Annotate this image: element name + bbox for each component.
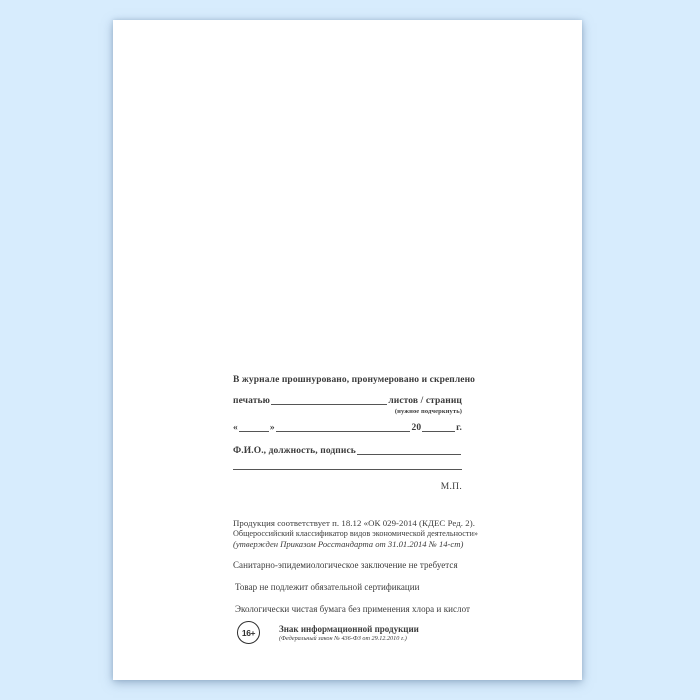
day-blank-line: [239, 431, 269, 432]
underline-note: (нужное подчеркнуть): [394, 408, 462, 415]
signature-blank-line: [357, 454, 461, 455]
back-cover-content: [233, 20, 478, 680]
seal-label: печатью: [233, 396, 270, 406]
stamp-abbr: М.П.: [440, 482, 462, 492]
signature-label: Ф.И.О., должность, подпись: [233, 446, 356, 456]
certification-note: Товар не подлежит обязательной сертификации: [235, 582, 420, 592]
age-16-plus-icon: 16+: [237, 621, 260, 644]
seal-row: [233, 396, 462, 406]
signature-extra-blank-line: [233, 468, 462, 470]
date-row: [233, 423, 462, 433]
age-mark-title: Знак информационной продукции: [279, 624, 419, 634]
age-mark-text: [279, 621, 419, 642]
seal-blank-line: [271, 404, 387, 405]
paper-sheet: [113, 20, 582, 680]
date-open-quote: «: [233, 423, 238, 433]
month-blank-line: [276, 431, 411, 432]
bound-statement-line: В журнале прошнуровано, пронумеровано и скреплено: [233, 375, 476, 385]
year-prefix: 20: [411, 423, 422, 433]
compliance-line-1: Продукция соответствует п. 18.12 «ОК 029-2014 (КДЕС Ред. 2).: [233, 518, 475, 528]
sanitary-note: Санитарно-эпидемиологическое заключение не требуется: [233, 560, 458, 570]
age-mark-law: (Федеральный закон № 436-ФЗ от 29.12.2010 г.): [279, 635, 407, 642]
year-suffix: г.: [456, 423, 462, 433]
sheets-pages-label: листов / страниц: [388, 396, 462, 406]
eco-note: Экологически чистая бумага без применения хлора и кислот: [235, 604, 470, 614]
year-blank-line: [422, 431, 455, 432]
date-close-quote: »: [269, 423, 275, 433]
signature-row: [233, 446, 462, 456]
compliance-line-2: Общероссийский классификатор видов экономической деятельности»: [233, 529, 478, 538]
compliance-line-3: (утвержден Приказом Росстандарта от 31.01.2014 № 14-ст): [233, 539, 464, 549]
age-mark-row: [237, 621, 466, 644]
